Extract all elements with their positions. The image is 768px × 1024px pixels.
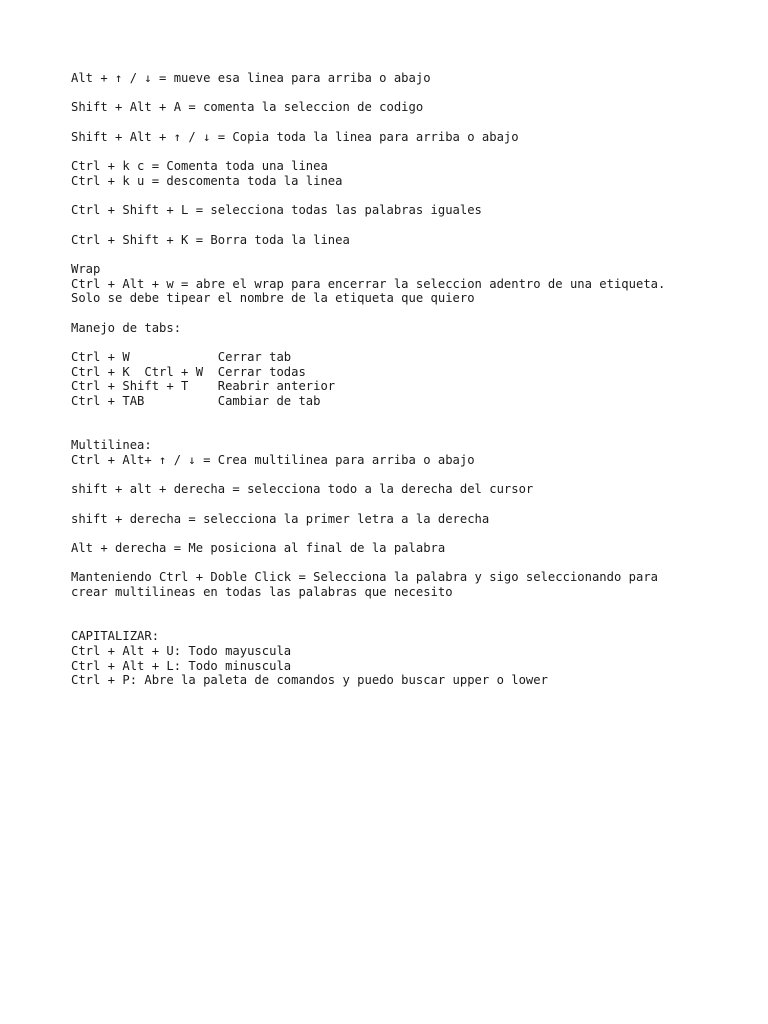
text-line: Shift + Alt + ↑ / ↓ = Copia toda la linea para arriba o abajo <box>71 129 519 144</box>
text-line: Manejo de tabs: <box>71 320 182 335</box>
text-line: Ctrl + k u = descomenta toda la linea <box>71 173 343 188</box>
blank-line <box>71 335 751 350</box>
text-line: Ctrl + Alt + L: Todo minuscula <box>71 658 292 673</box>
blank-line <box>71 189 751 204</box>
text-line: Alt + ↑ / ↓ = mueve esa linea para arriba o abajo <box>71 71 431 85</box>
text-line: Shift + Alt + A = comenta la seleccion de codigo <box>71 100 424 115</box>
text-line: Ctrl + Shift + T Reabrir anterior <box>71 379 336 394</box>
blank-line <box>71 424 751 439</box>
blank-line <box>71 247 751 262</box>
text-line: Ctrl + Shift + K = Borra toda la linea <box>71 232 350 247</box>
text-line: Ctrl + Alt+ ↑ / ↓ = Crea multilinea para arriba o abajo <box>71 452 475 467</box>
text-line: Ctrl + TAB Cambiar de tab <box>71 394 321 409</box>
text-line: Ctrl + P: Abre la paleta de comandos y puedo buscar upper o lower <box>71 673 548 688</box>
blank-line <box>71 556 751 571</box>
text-line: Multilinea: <box>71 438 152 453</box>
blank-line <box>71 468 751 483</box>
text-line: Solo se debe tipear el nombre de la etiqueta que quiero <box>71 291 475 306</box>
text-line: Manteniendo Ctrl + Doble Click = Selecciona la palabra y sigo seleccionando para <box>71 570 658 585</box>
text-line: Wrap <box>71 261 101 276</box>
blank-line <box>71 218 751 233</box>
text-line: Ctrl + Alt + w = abre el wrap para encerrar la seleccion adentro de una etiqueta. <box>71 276 666 291</box>
blank-line <box>71 306 751 321</box>
text-line: shift + alt + derecha = selecciona todo a la derecha del cursor <box>71 482 534 497</box>
text-line: Ctrl + k c = Comenta toda una linea <box>71 159 328 174</box>
blank-line <box>71 144 751 159</box>
blank-line <box>71 86 751 101</box>
text-line: Ctrl + W Cerrar tab <box>71 350 292 365</box>
blank-line <box>71 115 751 130</box>
blank-line <box>71 614 751 629</box>
text-line: Alt + derecha = Me posiciona al final de la palabra <box>71 541 446 555</box>
blank-line <box>71 526 751 541</box>
document-page <box>71 71 751 688</box>
text-line: Ctrl + Shift + L = selecciona todas las palabras iguales <box>71 203 482 218</box>
blank-line <box>71 409 751 424</box>
text-line: CAPITALIZAR: <box>71 629 160 644</box>
text-line: crear multilineas en todas las palabras que necesito <box>71 585 453 600</box>
blank-line <box>71 497 751 512</box>
text-line: Ctrl + K Ctrl + W Cerrar todas <box>71 364 306 379</box>
text-line: Ctrl + Alt + U: Todo mayuscula <box>71 643 292 658</box>
text-line: shift + derecha = selecciona la primer letra a la derecha <box>71 511 490 526</box>
blank-line <box>71 600 751 615</box>
